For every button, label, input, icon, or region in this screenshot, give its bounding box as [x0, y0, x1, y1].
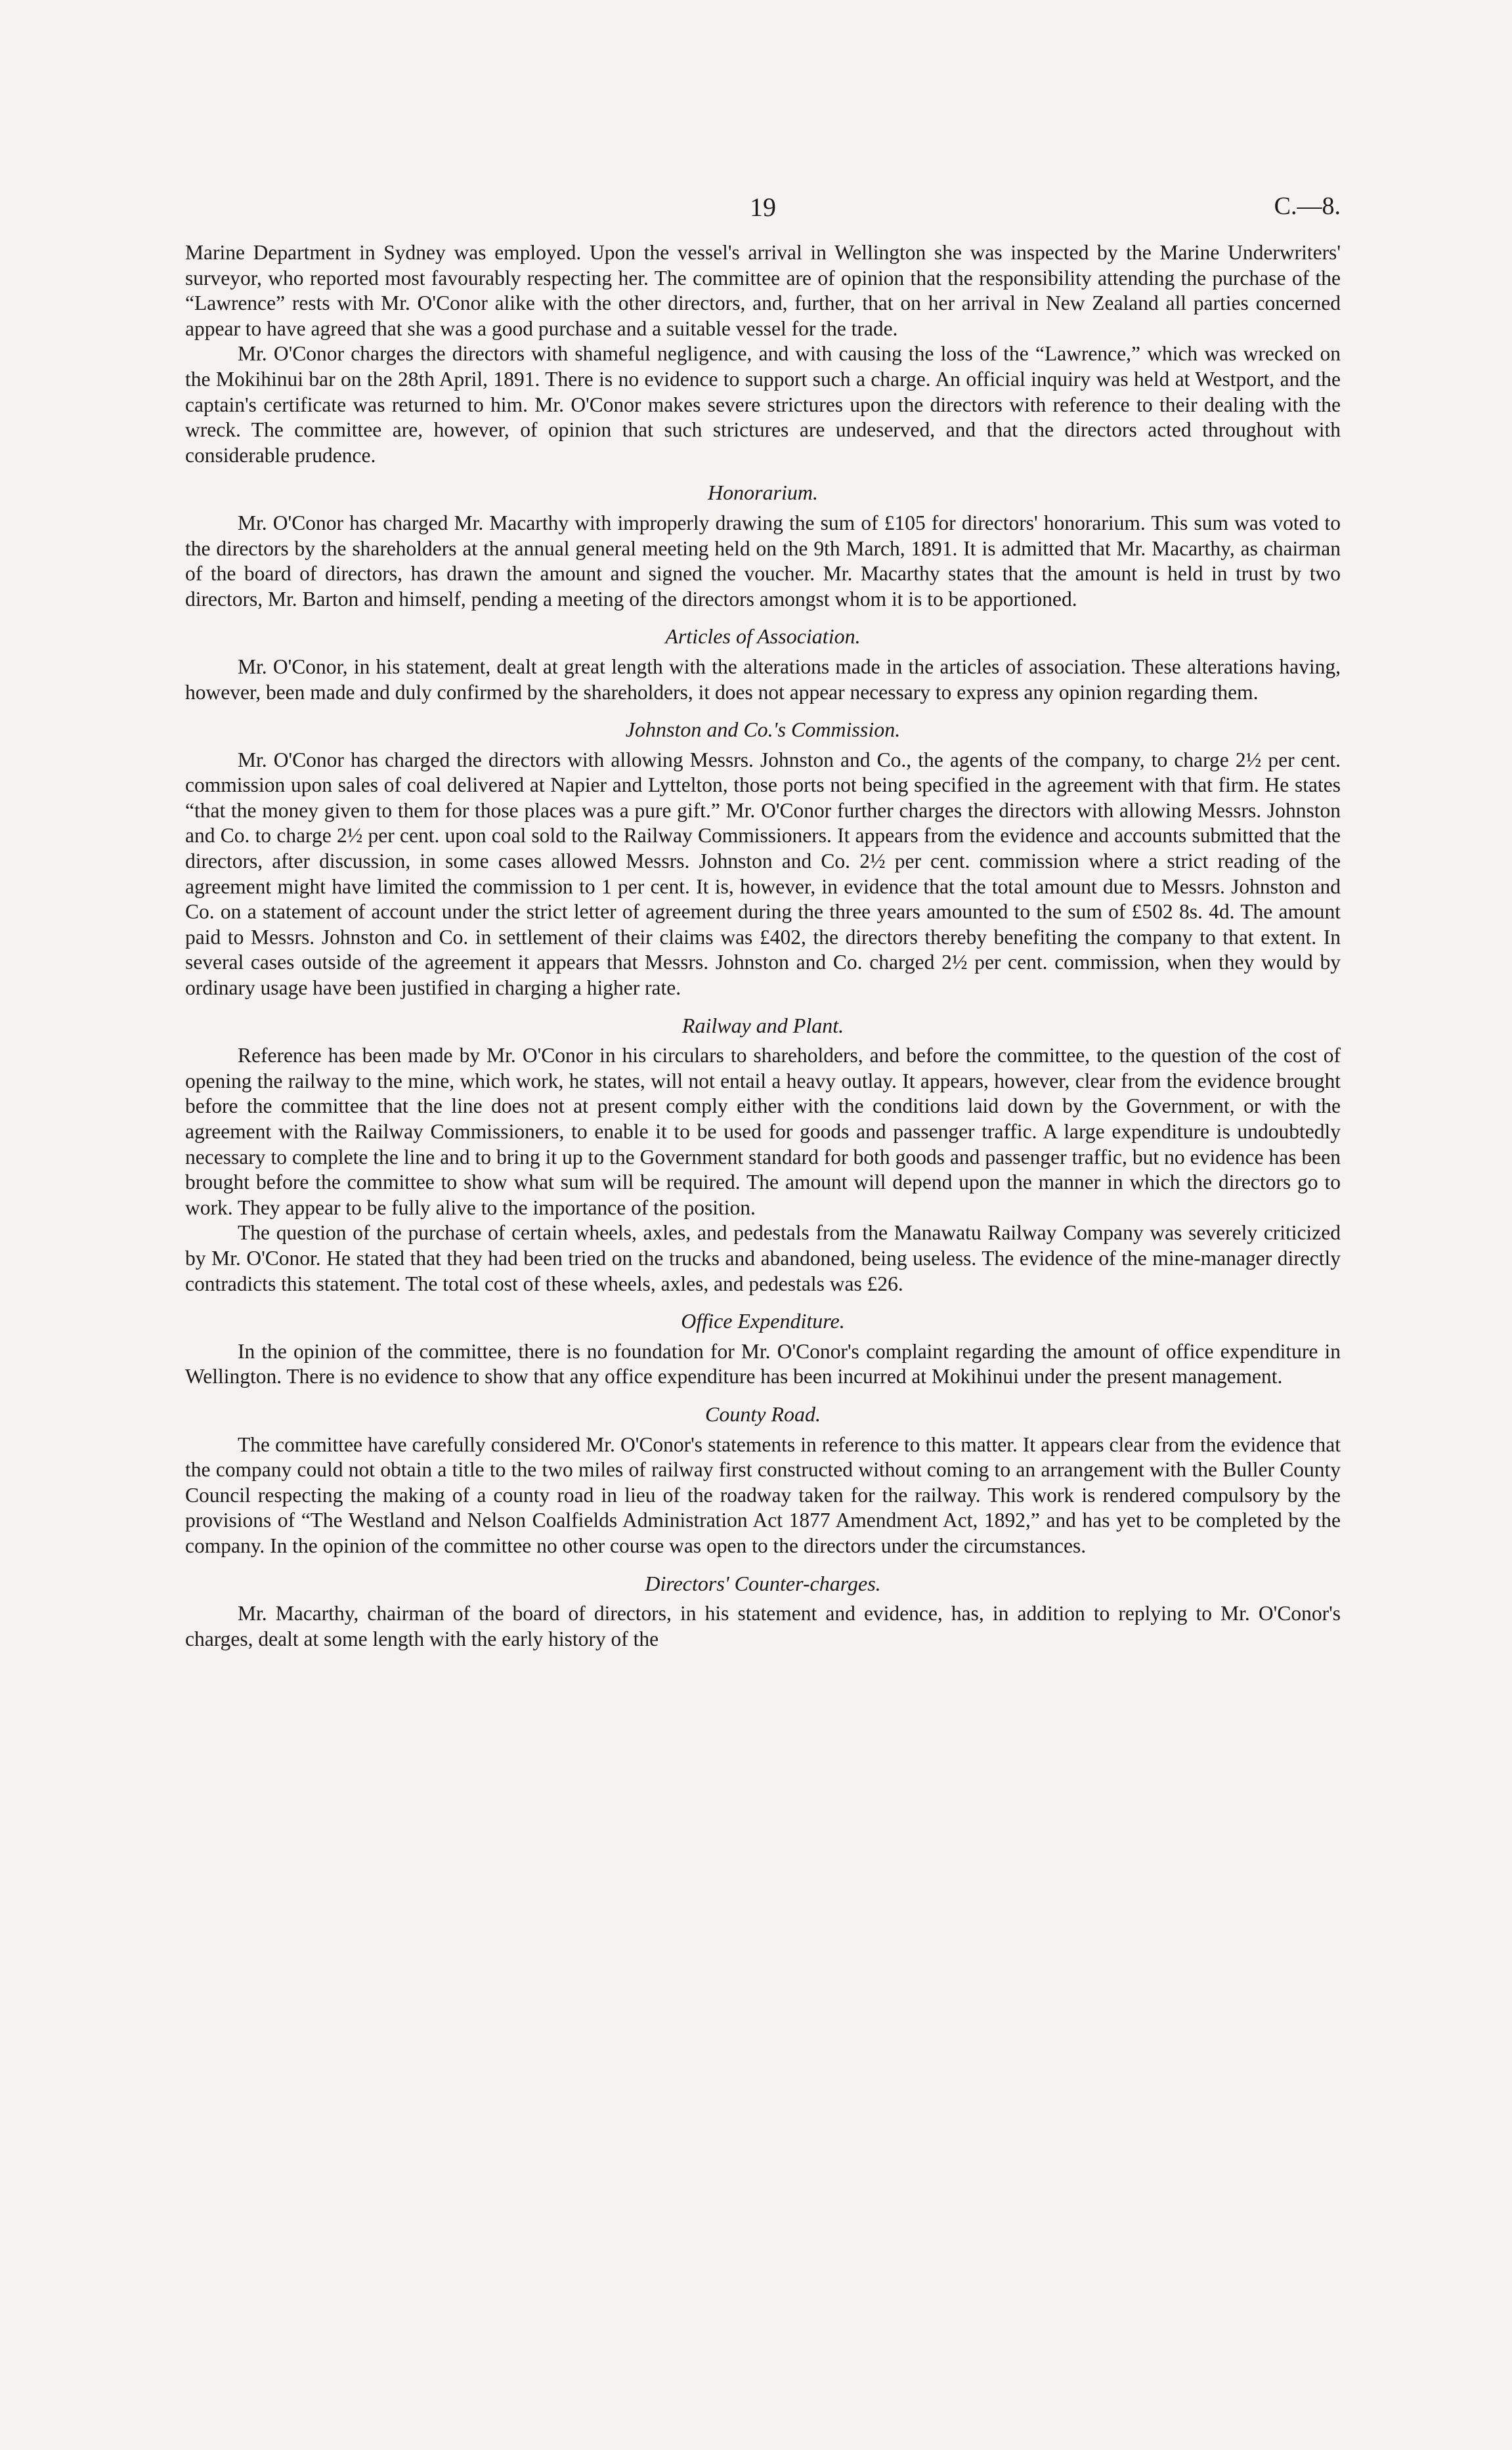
- section-heading: Articles of Association.: [665, 624, 861, 649]
- paragraph: The committee have carefully considered Mr. O'Conor's statements in reference to this matter. It appears clear from the evidence that the company could not obtain a title to the two miles of railway first constructed without coming to an arrangement with the Buller County Council respecting the making of a county road in lieu of the roadway taken for the railway. This work is rendered compulsory by the provisions of “The Westland and Nelson Coalfields Administration Act 1877 Amendment Act, 1892,” and has yet to be completed by the company. In the opinion of the committee no other course was open to the directors under the circumstances.: [185, 1432, 1341, 1557]
- page-number: 19: [750, 192, 776, 222]
- section-honorarium: [185, 480, 1341, 612]
- section-railway-and-plant: [185, 1013, 1341, 1297]
- paragraph: Marine Department in Sydney was employed. Upon the vessel's arrival in Wellington she was inspected by the Marine Underwriters' surveyor, who reported most favourably respecting her. The committee are of opinion that the responsibility attending the purchase of the “Lawrence” rests with Mr. O'Conor alike with the other directors, and, further, that on her arrival in New Zealand all parties concerned appear to have agreed that she was a good purchase and a suitable vessel for the trade.: [185, 241, 1341, 340]
- page-reference: C.—8.: [1274, 192, 1341, 220]
- section-directors-counter-charges: [185, 1571, 1341, 1652]
- page-header: [185, 192, 1341, 240]
- section-office-expenditure: [185, 1308, 1341, 1390]
- section-intro: [185, 240, 1341, 468]
- section-heading: Railway and Plant.: [681, 1013, 844, 1037]
- paragraph: Mr. O'Conor has charged Mr. Macarthy with improperly drawing the sum of £105 for directors' honorarium. This sum was voted to the directors by the shareholders at the annual general meeting held on the 9th March, 1891. It is admitted that Mr. Macarthy, as chairman of the board of directors, has drawn the amount and signed the voucher. Mr. Macarthy states that the amount is held in trust by two directors, Mr. Barton and himself, pending a meeting of the directors amongst whom it is to be apportioned.: [185, 511, 1341, 611]
- section-heading: Office Expenditure.: [681, 1309, 845, 1333]
- document-page: [185, 192, 1341, 1652]
- paragraph: In the opinion of the committee, there is no foundation for Mr. O'Conor's complaint regarding the amount of office expenditure in Wellington. There is no evidence to show that any office expenditure has been incurred at Mokihinui under the present management.: [185, 1339, 1341, 1388]
- paragraph: Reference has been made by Mr. O'Conor in his circulars to shareholders, and before the committee, to the question of the cost of opening the railway to the mine, which work, he states, will not entail a heavy outlay. It appears, however, clear from the evidence brought before the committee that the line does not at present comply either with the conditions laid down by the Government, or with the agreement with the Railway Commissioners, to enable it to be used for goods and passenger traffic. A large expenditure is undoubtedly necessary to complete the line and to bring it up to the Government standard for both goods and passenger traffic, but no evidence has been brought before the committee to show what sum will be required. The amount will depend upon the manner in which the directors go to work. They appear to be fully alive to the importance of the position.: [185, 1044, 1341, 1219]
- section-heading: Directors' Counter-charges.: [645, 1571, 881, 1595]
- section-heading: Honorarium.: [707, 481, 818, 505]
- paragraph: Mr. Macarthy, chairman of the board of directors, in his statement and evidence, has, in addition to replying to Mr. O'Conor's charges, dealt at some length with the early history of the: [185, 1602, 1341, 1650]
- section-heading: Johnston and Co.'s Commission.: [625, 718, 901, 742]
- paragraph: The question of the purchase of certain wheels, axles, and pedestals from the Manawatu Railway Company was severely criticized by Mr. O'Conor. He stated that they had been tried on the trucks and abandoned, being useless. The evidence of the mine-manager directly contradicts this statement. The total cost of these wheels, axles, and pedestals was £26.: [185, 1221, 1341, 1295]
- paragraph: Mr. O'Conor charges the directors with shameful negligence, and with causing the loss of the “Lawrence,” which was wrecked on the Mokihinui bar on the 28th April, 1891. There is no evidence to support such a charge. An official inquiry was held at Westport, and the captain's certificate was returned to him. Mr. O'Conor makes severe strictures upon the directors with reference to their dealing with the wreck. The committee are, however, of opinion that such strictures are undeserved, and that the directors acted throughout with considerable prudence.: [185, 342, 1341, 467]
- paragraph: Mr. O'Conor has charged the directors with allowing Messrs. Johnston and Co., the agents of the company, to charge 2½ per cent. commission upon sales of coal delivered at Napier and Lyttelton, those ports not being specified in the agreement with that firm. He states “that the money given to them for those places was a pure gift.” Mr. O'Conor further charges the directors with allowing Messrs. Johnston and Co. to charge 2½ per cent. upon coal sold to the Railway Commissioners. It appears from the evidence and accounts submitted that the directors, after discussion, in some cases allowed Messrs. Johnston and Co. 2½ per cent. commission where a strict reading of the agreement might have limited the commission to 1 per cent. It is, however, in evidence that the total amount due to Messrs. Johnston and Co. on a statement of account under the strict letter of agreement during the three years amounted to the sum of £502 8s. 4d. The amount paid to Messrs. Johnston and Co. in settlement of their claims was £402, the directors thereby benefiting the company to that extent. In several cases outside of the agreement it appears that Messrs. Johnston and Co. charged 2½ per cent. commission, when they would by ordinary usage have been justified in charging a higher rate.: [185, 748, 1341, 1000]
- section-heading: County Road.: [705, 1402, 821, 1426]
- paragraph: Mr. O'Conor, in his statement, dealt at great length with the alterations made in the articles of association. These alterations having, however, been made and duly confirmed by the shareholders, it does not appear necessary to express any opinion regarding them.: [185, 655, 1341, 704]
- section-johnston-commission: [185, 717, 1341, 1001]
- section-county-road: [185, 1402, 1341, 1559]
- section-articles-of-association: [185, 624, 1341, 705]
